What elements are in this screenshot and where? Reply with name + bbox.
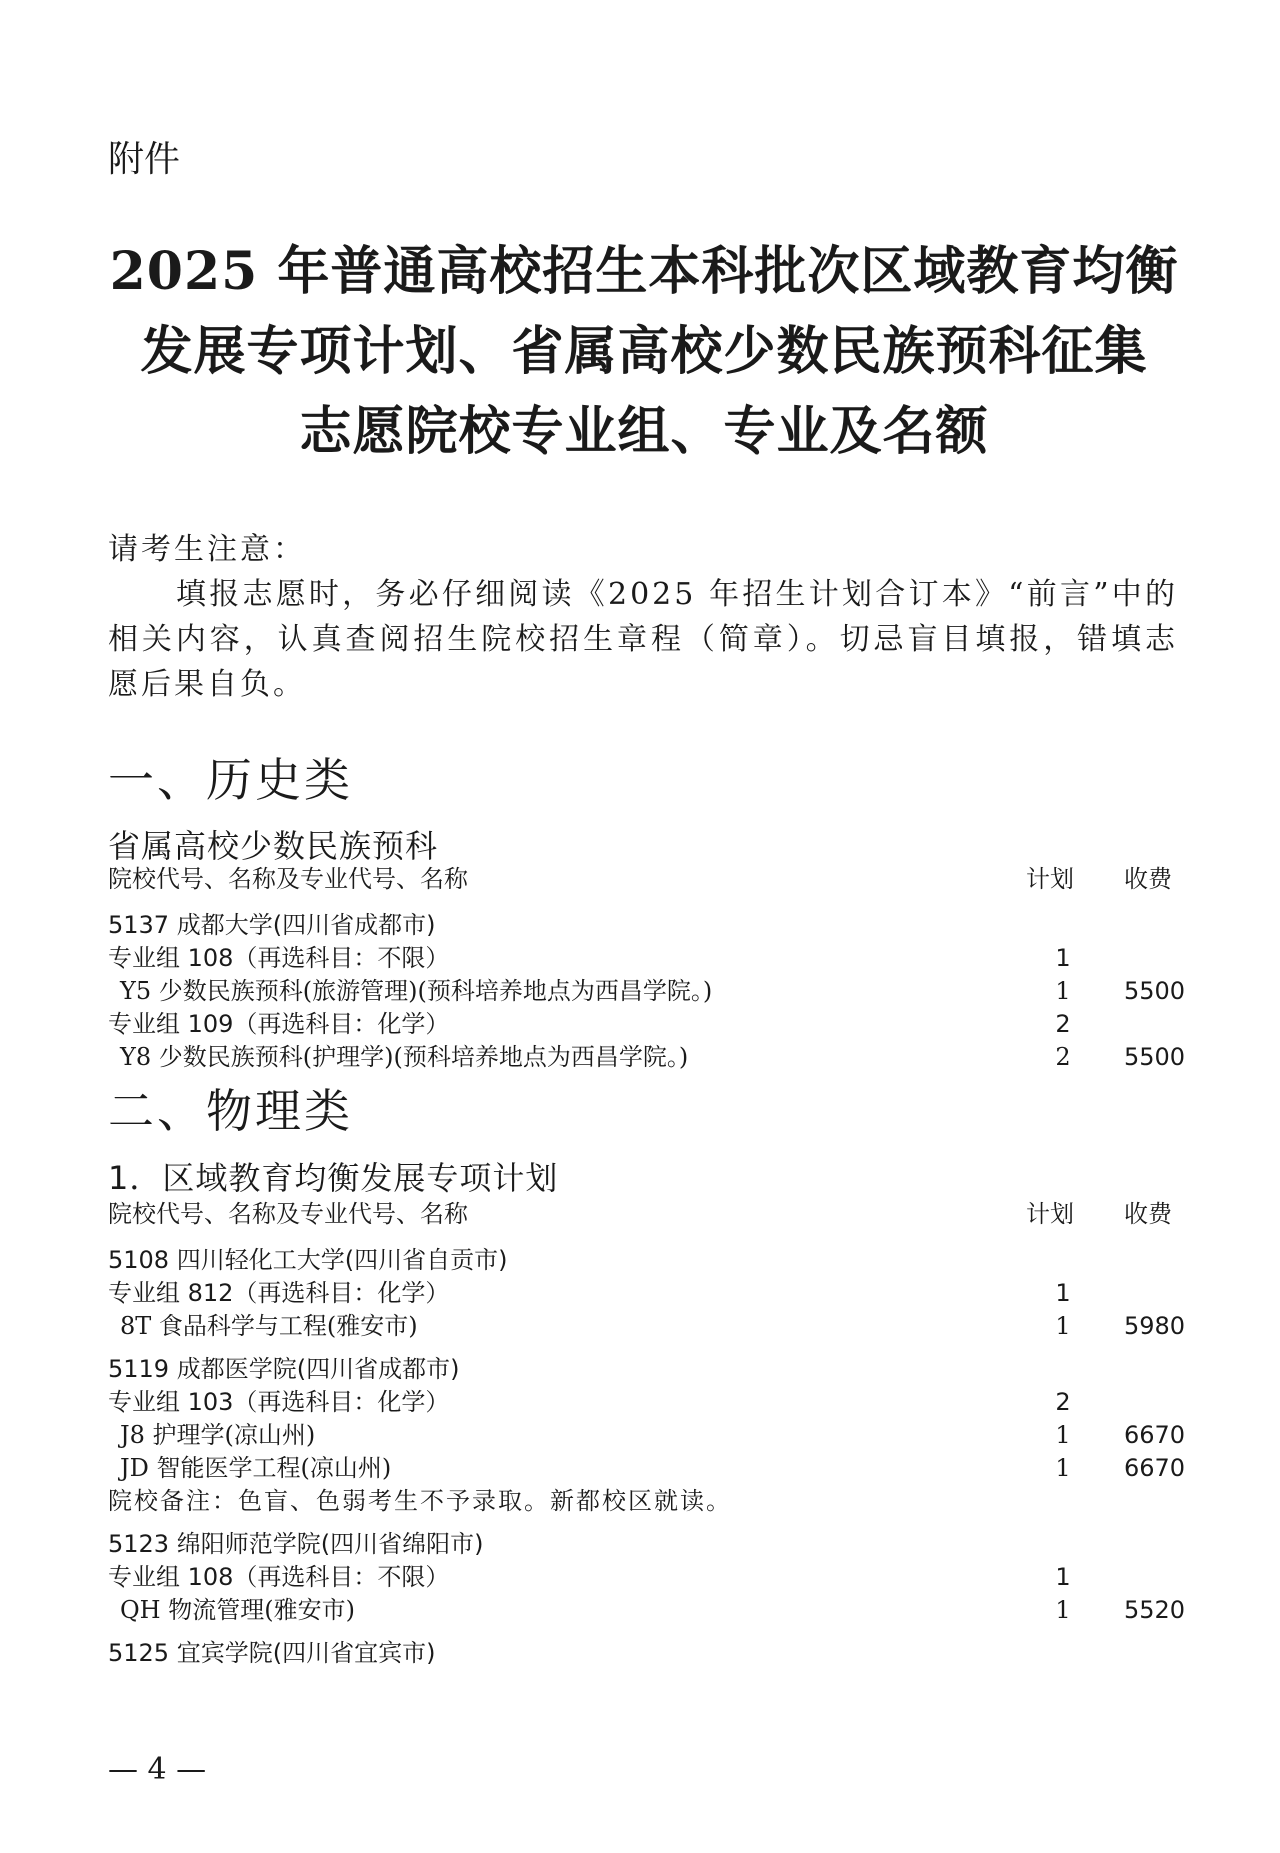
quota-table-history	[108, 909, 1186, 1074]
section-heading-physics: 二、物理类	[108, 1084, 353, 1138]
institution-note-row	[108, 1485, 1178, 1518]
document-title	[100, 232, 1188, 472]
column-header-fee: 收费	[1124, 865, 1172, 893]
row-label: Y8 少数民族预科(护理学)(预科培养地点为西昌学院。)	[120, 1043, 689, 1071]
plan-count: 1	[1055, 977, 1071, 1005]
plan-count: 1	[1055, 1312, 1071, 1340]
plan-count: 1	[1055, 1563, 1071, 1591]
row-label: 5119 成都医学院(四川省成都市)	[108, 1355, 460, 1383]
major-row	[108, 975, 1186, 1008]
row-label: 专业组 109（再选科目：化学）	[108, 1010, 450, 1038]
notice-heading: 请考生注意：	[108, 532, 306, 567]
row-label: 院校备注：色盲、色弱考生不予录取。新都校区就读。	[108, 1487, 732, 1515]
row-label: 8T 食品科学与工程(雅安市)	[120, 1312, 418, 1340]
section-heading-history: 一、历史类	[108, 753, 353, 807]
tuition-fee: 5520	[1124, 1596, 1186, 1624]
major-row	[108, 1310, 1186, 1343]
title-line: 发展专项计划、省属高校少数民族预科征集	[140, 321, 1148, 382]
title-line: 2025 年普通高校招生本科批次区域教育均衡	[109, 241, 1179, 302]
column-header-plan: 计划	[1026, 1200, 1074, 1228]
row-label: Y5 少数民族预科(旅游管理)(预科培养地点为西昌学院。)	[120, 977, 713, 1005]
plan-count: 2	[1055, 1010, 1071, 1038]
notice-body: 填报志愿时，务必仔细阅读《2025 年招生计划合订本》“前言”中的相关内容，认真查阅招生院校招生章程（简章）。切忌盲目填报，错填志愿后果自负。	[108, 577, 1178, 702]
institution-row	[108, 909, 1178, 942]
plan-count: 1	[1055, 1421, 1071, 1449]
plan-count: 1	[1055, 944, 1071, 972]
institution-row	[108, 1528, 1178, 1561]
institution-row	[108, 1637, 1178, 1670]
plan-count: 2	[1055, 1388, 1071, 1416]
institution-row	[108, 1353, 1178, 1386]
section-subheading-regional-plan: 1．区域教育均衡发展专项计划	[108, 1159, 559, 1197]
column-header-name: 院校代号、名称及专业代号、名称	[108, 1200, 468, 1228]
institution-row	[108, 1244, 1178, 1277]
quota-table-physics	[108, 1244, 1186, 1670]
tuition-fee: 5500	[1124, 977, 1186, 1005]
notice-block	[108, 527, 1178, 707]
major-group-row	[108, 942, 1178, 975]
table-header	[108, 863, 1178, 895]
tuition-fee: 5980	[1124, 1312, 1186, 1340]
row-label: 专业组 103（再选科目：化学）	[108, 1388, 450, 1416]
plan-count: 1	[1055, 1454, 1071, 1482]
tuition-fee: 6670	[1124, 1454, 1186, 1482]
row-label: 5125 宜宾学院(四川省宜宾市)	[108, 1639, 436, 1667]
major-group-row	[108, 1277, 1178, 1310]
row-label: J8 护理学(凉山州)	[120, 1421, 316, 1449]
plan-count: 1	[1055, 1279, 1071, 1307]
column-header-name: 院校代号、名称及专业代号、名称	[108, 865, 468, 893]
title-line: 志愿院校专业组、专业及名额	[299, 401, 989, 462]
row-label: QH 物流管理(雅安市)	[120, 1596, 355, 1624]
row-label: JD 智能医学工程(凉山州)	[120, 1454, 392, 1482]
attachment-label: 附件	[108, 139, 181, 180]
tuition-fee: 6670	[1124, 1421, 1186, 1449]
tuition-fee: 5500	[1124, 1043, 1186, 1071]
major-row	[108, 1419, 1186, 1452]
major-row	[108, 1594, 1186, 1627]
major-group-row	[108, 1561, 1178, 1594]
major-row	[108, 1452, 1186, 1485]
column-header-plan: 计划	[1026, 865, 1074, 893]
row-label: 5137 成都大学(四川省成都市)	[108, 911, 436, 939]
row-label: 专业组 108（再选科目：不限）	[108, 944, 450, 972]
row-label: 5123 绵阳师范学院(四川省绵阳市)	[108, 1530, 484, 1558]
column-header-fee: 收费	[1124, 1200, 1172, 1228]
plan-count: 2	[1055, 1043, 1071, 1071]
major-row	[108, 1041, 1186, 1074]
row-label: 5108 四川轻化工大学(四川省自贡市)	[108, 1246, 508, 1274]
row-label: 专业组 108（再选科目：不限）	[108, 1563, 450, 1591]
row-label: 专业组 812（再选科目：化学）	[108, 1279, 450, 1307]
table-header	[108, 1198, 1178, 1230]
plan-count: 1	[1055, 1596, 1071, 1624]
major-group-row	[108, 1008, 1178, 1041]
section-subheading-minority-prep: 省属高校少数民族预科	[108, 827, 439, 865]
page-number: — 4 —	[108, 1752, 207, 1787]
major-group-row	[108, 1386, 1178, 1419]
